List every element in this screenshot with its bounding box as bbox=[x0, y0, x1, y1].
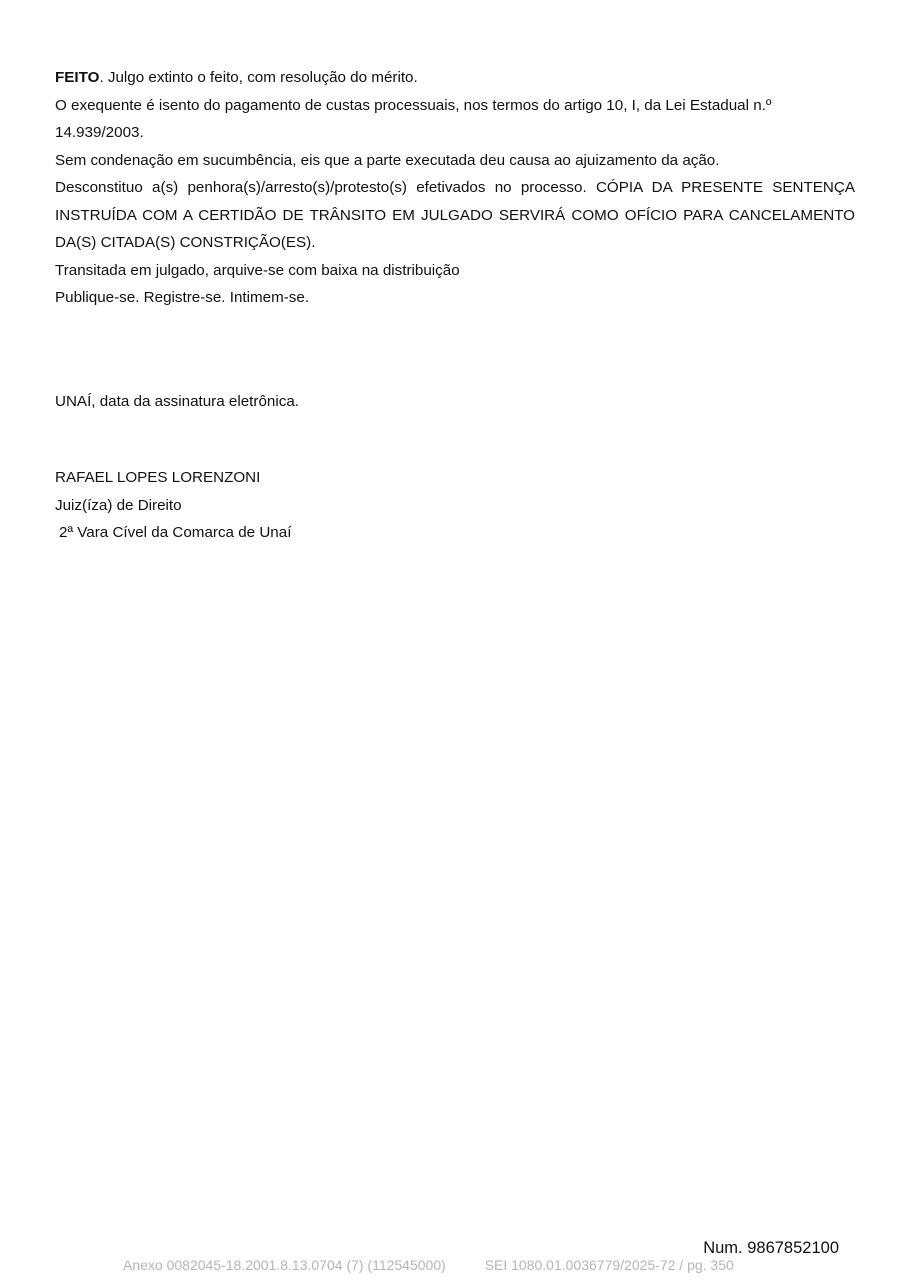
paragraph-judgment bbox=[55, 64, 855, 92]
spacer bbox=[55, 415, 855, 464]
signer-court: 2ª Vara Cível da Comarca de Unaí bbox=[59, 524, 292, 541]
paragraph-constriction: Desconstituo a(s) penhora(s)/arresto(s)/protesto(s) efetivados no processo. CÓPIA DA PRESENTE SENTENÇA INSTRUÍDA COM A CERTIDÃO DE TRÂNSITO EM JULGADO SERVIRÁ COMO OFÍCIO PARA CANCELAMENTO DA(S) CITADA(S) CONSTRIÇÃO(ES). bbox=[55, 179, 855, 251]
footer-stamp bbox=[123, 1257, 734, 1273]
document-number: Num. 9867852100 bbox=[703, 1239, 839, 1257]
footer-annex: Anexo 0082045-18.2001.8.13.0704 (7) (112545000) bbox=[123, 1257, 446, 1273]
paragraph-publish: Publique-se. Registre-se. Intimem-se. bbox=[55, 289, 310, 306]
judgment-text: . Julgo extinto o feito, com resolução do mérito. bbox=[99, 69, 418, 86]
paragraph-archive: Transitada em julgado, arquive-se com baixa na distribuição bbox=[55, 261, 460, 279]
spacer bbox=[55, 312, 855, 388]
signer-name: RAFAEL LOPES LORENZONI bbox=[55, 469, 261, 486]
place-date: UNAÍ, data da assinatura eletrônica. bbox=[55, 392, 299, 410]
document-body bbox=[55, 64, 855, 547]
judgment-keyword: FEITO bbox=[55, 69, 100, 86]
paragraph-costs: O exequente é isento do pagamento de custas processuais, nos termos do artigo 10, I, da Lei Estadual n.º 14.939/2003. bbox=[55, 96, 772, 141]
signer-role: Juiz(íza) de Direito bbox=[55, 496, 182, 514]
paragraph-sucumbencia: Sem condenação em sucumbência, eis que a parte executada deu causa ao ajuizamento da ação. bbox=[55, 151, 720, 169]
footer-sei: SEI 1080.01.0036779/2025-72 / pg. 350 bbox=[484, 1257, 734, 1273]
